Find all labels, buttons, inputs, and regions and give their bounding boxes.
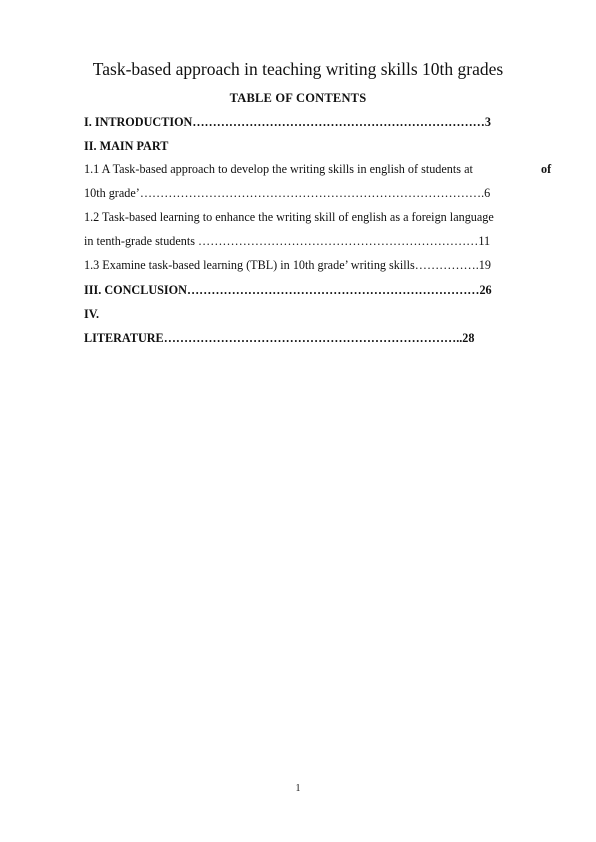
document-title: Task-based approach in teaching writing skills 10th grades: [92, 59, 504, 79]
toc-entry-introduction: I. INTRODUCTION………………………………………………………………3: [84, 115, 491, 129]
toc-entry-1-1-line2: 10th grade’………………………………………………………………………….6: [84, 186, 491, 200]
toc-entry-1-1-line1: 1.1 A Task-based approach to develop the writing skills in english of students at: [84, 162, 473, 176]
toc-entry-conclusion: III. CONCLUSION………………………………………………………………26: [84, 283, 492, 297]
page-number: 1: [295, 783, 301, 794]
toc-entry-1-2-line1: 1.2 Task-based learning to enhance the writing skill of english as a foreign language: [84, 210, 494, 224]
toc-entry-1-2-line2: in tenth-grade students ……………………………………………………………11: [84, 234, 491, 248]
toc-heading: TABLE OF CONTENTS: [229, 91, 367, 105]
toc-entry-main-part: II. MAIN PART: [84, 139, 169, 153]
toc-entry-literature: LITERATURE………………………………………………………………..28: [84, 331, 475, 345]
toc-entry-1-3: 1.3 Examine task-based learning (TBL) in 10th grade’ writing skills…………….19: [84, 258, 491, 272]
toc-entry-1-1-of: of: [541, 162, 552, 176]
toc-entry-iv: IV.: [84, 307, 100, 321]
